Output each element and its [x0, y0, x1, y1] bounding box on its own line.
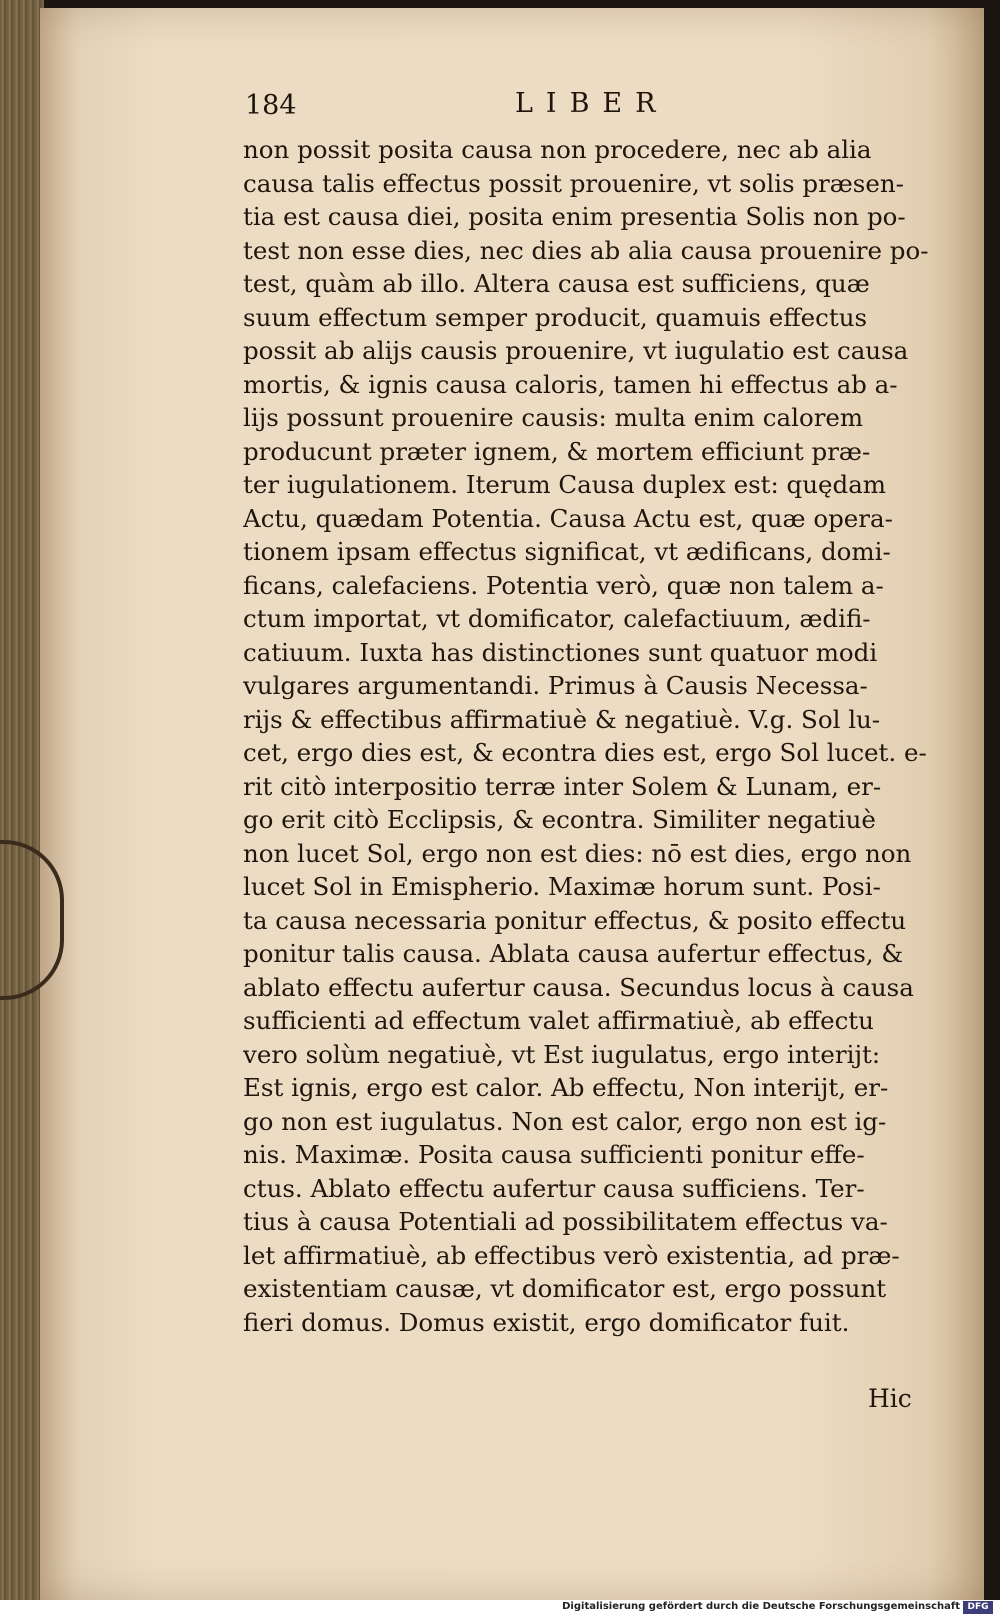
text-line: Actu, quædam Potentia. Causa Actu est, quæ opera-	[243, 503, 893, 533]
page-header	[245, 86, 765, 130]
running-head: LIBER	[515, 88, 669, 119]
text-line: ponitur talis causa. Ablata causa aufertur effectus, &	[243, 939, 904, 968]
text-line: ablato effectu aufertur causa. Secundus locus à causa	[243, 972, 914, 1002]
text-line: test, quàm ab illo. Altera causa est sufficiens, quæ	[243, 269, 870, 298]
text-line: existentiam causæ, vt domificator est, ergo possunt	[243, 1274, 887, 1303]
text-line: causa talis effectus possit prouenire, vt solis præsen-	[243, 168, 904, 198]
text-line: cet, ergo dies est, & econtra dies est, ergo Sol lucet. e-	[243, 738, 927, 767]
text-line: lijs possunt prouenire causis: multa enim calorem	[243, 403, 864, 432]
text-line: ter iugulationem. Iterum Causa duplex est: quędam	[243, 470, 887, 499]
text-line: vulgares argumentandi. Primus à Causis Necessa-	[243, 671, 868, 700]
digitization-credit: Digitalisierung gefördert durch die Deutsche Forschungsgemeinschaft	[562, 1601, 960, 1612]
text-line: rit citò interpositio terræ inter Solem & Lunam, er-	[243, 771, 882, 801]
book-fore-edge	[0, 0, 44, 1600]
dfg-logo: DFG	[963, 1601, 993, 1614]
text-line: non lucet Sol, ergo non est dies: nō est dies, ergo non	[243, 838, 912, 868]
text-line: test non esse dies, nec dies ab alia causa prouenire po-	[243, 235, 929, 265]
text-line: go erit citò Ecclipsis, & econtra. Similiter negatiuè	[243, 805, 876, 834]
text-line: tius à causa Potentiali ad possibilitatem effectus va-	[243, 1207, 888, 1236]
text-line: tionem ipsam effectus significat, vt ædificans, domi-	[243, 537, 891, 566]
text-line: possit ab alijs causis prouenire, vt iugulatio est causa	[243, 336, 909, 365]
text-line: non possit posita causa non procedere, nec ab alia	[243, 135, 872, 164]
catchword: Hic	[868, 1384, 912, 1413]
text-line: sufficienti ad effectum valet affirmatiuè, ab effectu	[243, 1006, 874, 1035]
text-line: let affirmatiuè, ab effectibus verò existentia, ad præ-	[243, 1240, 900, 1270]
text-line: lucet Sol in Emispherio. Maximæ horum sunt. Posi-	[243, 872, 881, 901]
text-line: vero solùm negatiuè, vt Est iugulatus, ergo interijt:	[243, 1039, 881, 1069]
text-line: catiuum. Iuxta has distinctiones sunt quatuor modi	[243, 637, 878, 667]
text-line: go non est iugulatus. Non est calor, ergo non est ig-	[243, 1106, 887, 1136]
page-number: 184	[245, 90, 297, 121]
text-line: producunt præter ignem, & mortem efficiunt præ-	[243, 436, 871, 466]
text-line: ta causa necessaria ponitur effectus, & posito effectu	[243, 905, 907, 935]
text-line: nis. Maximæ. Posita causa sufficienti ponitur effe-	[243, 1140, 865, 1169]
text-line: rijs & effectibus affirmatiuè & negatiuè. V.g. Sol lu-	[243, 704, 881, 734]
text-line: ctum importat, vt domificator, calefactiuum, ædifi-	[243, 604, 871, 633]
text-line: ficans, calefaciens. Potentia verò, quæ non talem a-	[243, 570, 884, 600]
text-line: mortis, & ignis causa caloris, tamen hi effectus ab a-	[243, 369, 898, 399]
text-line: tia est causa diei, posita enim presentia Solis non po-	[243, 202, 906, 231]
text-line: suum effectum semper producit, quamuis effectus	[243, 302, 868, 332]
text-line: Est ignis, ergo est calor. Ab effectu, Non interijt, er-	[243, 1073, 889, 1102]
text-block	[243, 133, 933, 1339]
text-line: fieri domus. Domus existit, ergo domificator fuit.	[243, 1307, 850, 1337]
text-line: ctus. Ablato effectu aufertur causa sufficiens. Ter-	[243, 1173, 865, 1203]
